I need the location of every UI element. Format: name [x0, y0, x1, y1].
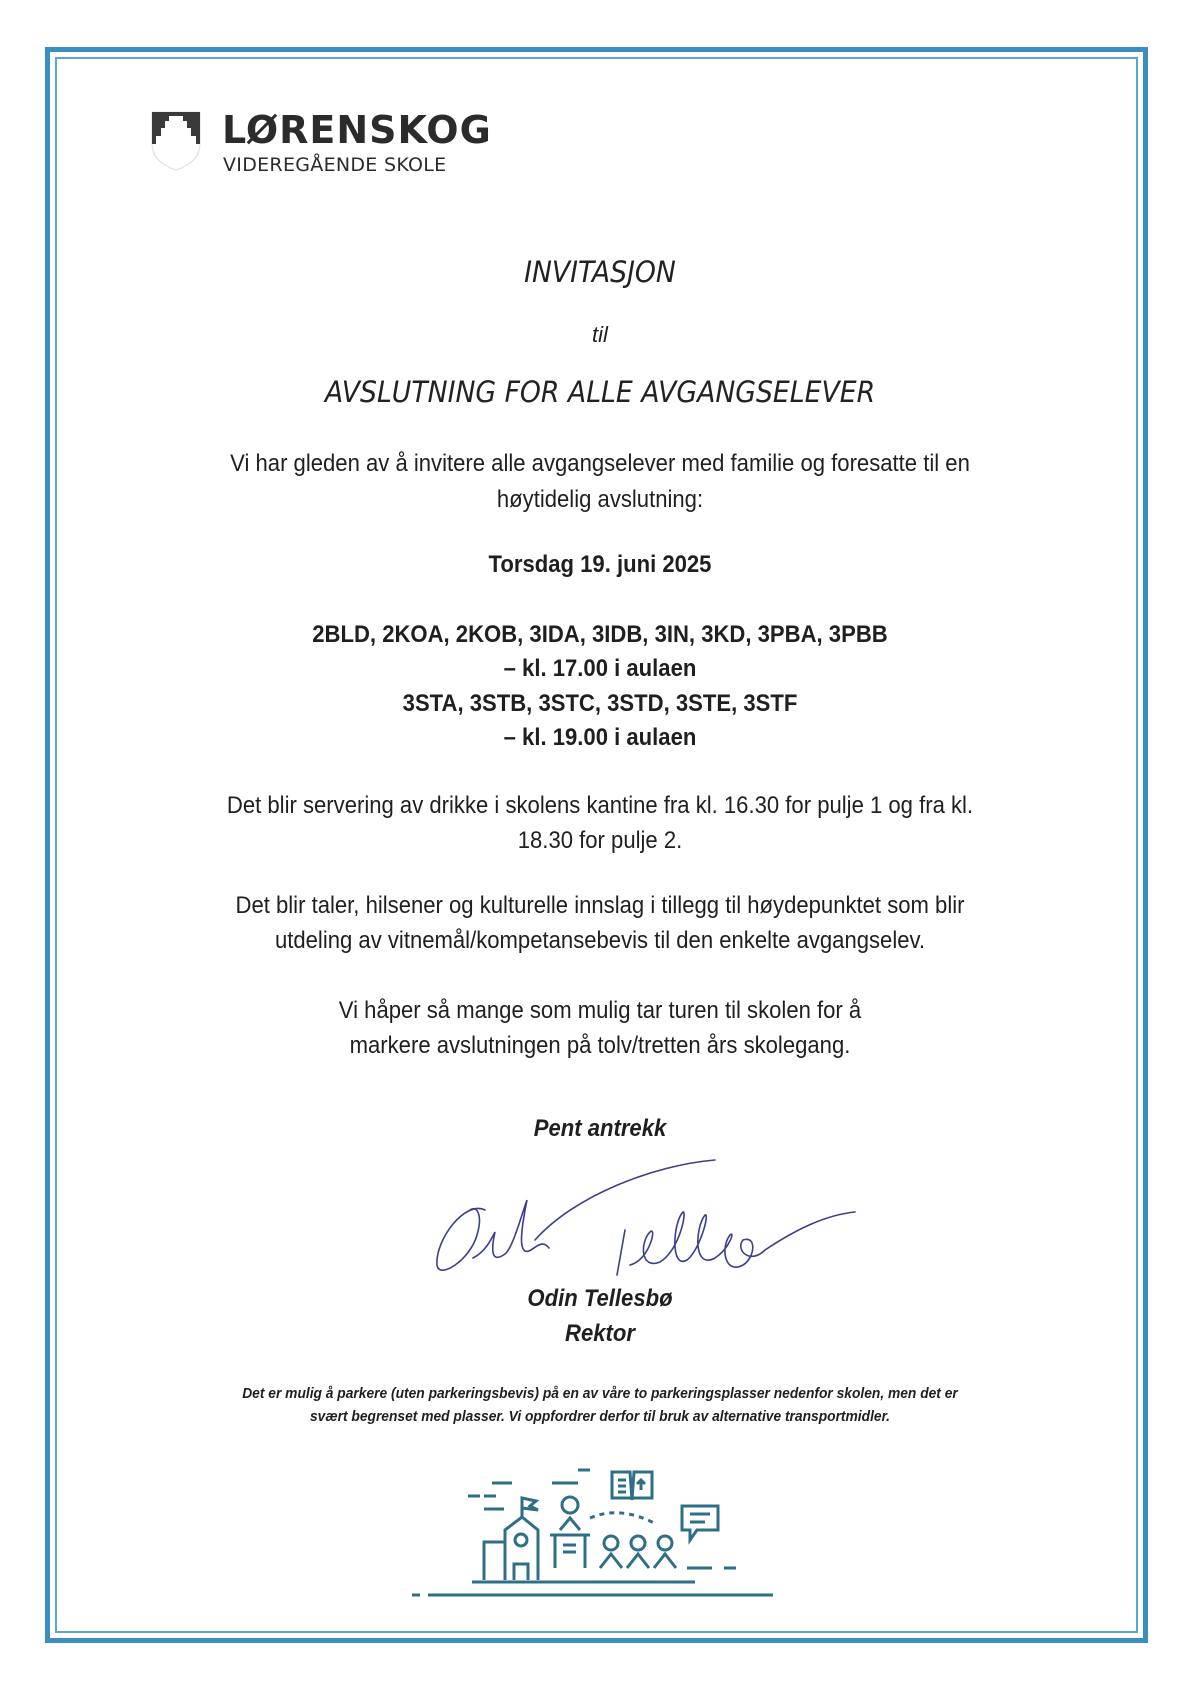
handwritten-signature — [425, 1140, 865, 1280]
schedule-classes: 2BLD, 2KOA, 2KOB, 3IDA, 3IDB, 3IN, 3KD, 3PBA, 3PBB — [312, 621, 888, 648]
schedule-time: – kl. 17.00 i aulaen — [503, 655, 697, 682]
school-logo — [150, 108, 490, 178]
intro-line: Vi har gleden av å invitere alle avgangselever med familie og foresatte til en — [230, 450, 970, 477]
closing-line: markere avslutningen på tolv/tretten års skolegang. — [349, 1032, 851, 1059]
logo-subtitle: VIDEREGÅENDE SKOLE — [223, 154, 447, 176]
heading-connector: til — [592, 322, 608, 347]
signatory-name: Odin Tellesbø — [527, 1285, 673, 1312]
logo-name: LØRENSKOG — [222, 108, 492, 152]
dress-code: Pent antrekk — [533, 1115, 667, 1142]
closing-line: Vi håper så mange som mulig tar turen til skolen for å — [338, 997, 862, 1024]
intro-line: høytidelig avslutning: — [496, 486, 704, 513]
program-line: Det blir taler, hilsener og kulturelle innslag i tillegg til høydepunktet som blir — [235, 892, 965, 919]
serving-line: Det blir servering av drikke i skolens kantine fra kl. 16.30 for pulje 1 og fra kl. — [226, 792, 974, 819]
shield-icon — [150, 110, 202, 172]
schedule-classes: 3STA, 3STB, 3STC, 3STD, 3STE, 3STF — [402, 690, 798, 717]
parking-note-line: Det er mulig å parkere (uten parkeringsbevis) på en av våre to parkeringsplasser nedenfor skolen, men det er — [242, 1385, 958, 1402]
program-line: utdeling av vitnemål/kompetansebevis til den enkelte avgangselev. — [274, 927, 926, 954]
schedule-time: – kl. 19.00 i aulaen — [503, 724, 697, 751]
parking-note-line: svært begrenset med plasser. Vi oppfordrer derfor til bruk av alternative transportmidler. — [309, 1408, 891, 1425]
signatory-title: Rektor — [565, 1320, 635, 1347]
heading-title: INVITASJON — [524, 255, 676, 289]
serving-line: 18.30 for pulje 2. — [517, 827, 683, 854]
event-date: Torsdag 19. juni 2025 — [488, 551, 712, 578]
heading-subtitle: AVSLUTNING FOR ALLE AVGANGSELEVER — [324, 375, 876, 409]
school-graduation-illustration — [400, 1460, 800, 1610]
